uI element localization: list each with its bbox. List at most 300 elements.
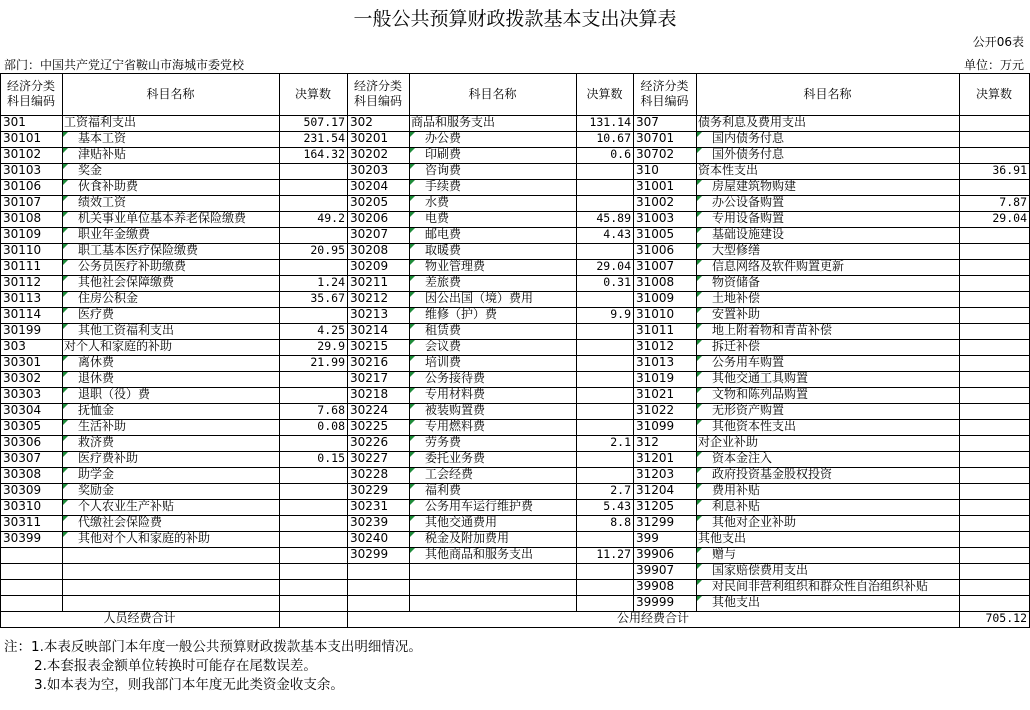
table-row-code: 31019 [633, 371, 697, 388]
note-3: 3.如本表为空，则我部门本年度无此类资金收支余。 [34, 677, 344, 693]
expenditure-table [0, 73, 1030, 627]
note-1: 注：1.本表反映部门本年度一般公共预算财政拨款基本支出明细情况。 [4, 639, 422, 655]
table-row-code: 30206 [347, 211, 410, 228]
table-row-code: 31201 [633, 451, 697, 468]
table-row-code: 30114 [0, 307, 63, 324]
table-row-code [347, 579, 410, 596]
table-row-name: 资本金注入 [696, 451, 960, 468]
table-row-name: 奖金 [62, 163, 280, 180]
table-row-code: 30225 [347, 419, 410, 436]
table-row-code: 30310 [0, 499, 63, 516]
public-total-label: 公用经费合计 [347, 611, 960, 628]
table-row-code: 30107 [0, 195, 63, 212]
header-amount: 决算数 [959, 73, 1030, 116]
table-row-name: 伙食补助费 [62, 179, 280, 196]
table-row-name: 生活补助 [62, 419, 280, 436]
table-row-amount [279, 467, 348, 484]
table-row-name: 医疗费补助 [62, 451, 280, 468]
table-row-amount [576, 163, 634, 180]
table-row-code: 30216 [347, 355, 410, 372]
table-row-amount [576, 595, 634, 612]
table-row-code: 30303 [0, 387, 63, 404]
table-row-code: 30224 [347, 403, 410, 420]
table-row-name: 基本工资 [62, 131, 280, 148]
table-row-amount: 29.04 [576, 259, 634, 276]
table-row-amount [279, 163, 348, 180]
table-row-code: 30239 [347, 515, 410, 532]
table-row-name: 代缴社会保险费 [62, 515, 280, 532]
table-row-amount [279, 259, 348, 276]
table-row-name [62, 579, 280, 596]
table-row-name: 委托业务费 [409, 451, 577, 468]
table-row-code: 30305 [0, 419, 63, 436]
table-row-code: 302 [347, 115, 410, 132]
table-row-name: 取暖费 [409, 243, 577, 260]
table-row-code: 30399 [0, 531, 63, 548]
table-row-code: 30214 [347, 323, 410, 340]
table-row-name: 对企业补助 [696, 435, 960, 452]
table-row-amount [279, 195, 348, 212]
table-row-name: 国外债务付息 [696, 147, 960, 164]
table-row-code: 30702 [633, 147, 697, 164]
table-row-name [62, 563, 280, 580]
table-row-code [0, 579, 63, 596]
table-row-name: 其他支出 [696, 531, 960, 548]
table-row-amount: 45.89 [576, 211, 634, 228]
table-row-code: 31009 [633, 291, 697, 308]
table-row-name: 利息补贴 [696, 499, 960, 516]
table-row-amount [279, 595, 348, 612]
table-row-code: 30199 [0, 323, 63, 340]
table-row-name: 因公出国（境）费用 [409, 291, 577, 308]
table-row-code: 30212 [347, 291, 410, 308]
table-row-code: 31002 [633, 195, 697, 212]
table-row-name: 资本性支出 [696, 163, 960, 180]
table-row-name: 公务用车购置 [696, 355, 960, 372]
table-row-code [347, 563, 410, 580]
table-row-name: 赠与 [696, 547, 960, 564]
table-row-amount [959, 483, 1030, 500]
table-row-code: 30211 [347, 275, 410, 292]
table-row-name: 国家赔偿费用支出 [696, 563, 960, 580]
table-row-code: 30228 [347, 467, 410, 484]
table-row-amount: 131.14 [576, 115, 634, 132]
table-row-name: 商品和服务支出 [409, 115, 577, 132]
table-row-amount [959, 355, 1030, 372]
table-row-amount: 8.8 [576, 515, 634, 532]
table-row-amount [959, 131, 1030, 148]
table-row-amount [279, 371, 348, 388]
table-row-name: 办公费 [409, 131, 577, 148]
table-row-amount [959, 531, 1030, 548]
table-row-amount [959, 275, 1030, 292]
table-row-name [62, 595, 280, 612]
table-row-name: 住房公积金 [62, 291, 280, 308]
table-row-name: 物业管理费 [409, 259, 577, 276]
table-row-amount: 29.9 [279, 339, 348, 356]
table-row-code: 31204 [633, 483, 697, 500]
table-row-amount: 5.43 [576, 499, 634, 516]
table-row-code: 31021 [633, 387, 697, 404]
header-amount: 决算数 [279, 73, 348, 116]
table-row-amount [959, 179, 1030, 196]
public-total-value: 705.12 [959, 611, 1030, 628]
table-row-amount [279, 499, 348, 516]
table-row-name: 无形资产购置 [696, 403, 960, 420]
table-row-amount [959, 403, 1030, 420]
table-row-name: 安置补助 [696, 307, 960, 324]
table-row-amount [959, 547, 1030, 564]
table-row-code [0, 595, 63, 612]
note-2: 2.本套报表金额单位转换时可能存在尾数误差。 [34, 658, 317, 674]
table-row-name: 被装购置费 [409, 403, 577, 420]
table-row-code: 39999 [633, 595, 697, 612]
table-row-amount: 0.15 [279, 451, 348, 468]
table-row-amount [576, 355, 634, 372]
table-row-code: 31007 [633, 259, 697, 276]
table-row-code: 39908 [633, 579, 697, 596]
table-row-amount [576, 323, 634, 340]
table-row-name: 退职（役）费 [62, 387, 280, 404]
table-row-name: 其他商品和服务支出 [409, 547, 577, 564]
table-row-code: 30112 [0, 275, 63, 292]
table-row-code: 30106 [0, 179, 63, 196]
table-row-amount [279, 227, 348, 244]
table-row-code [0, 563, 63, 580]
table-row-amount: 2.1 [576, 435, 634, 452]
table-row-amount: 7.68 [279, 403, 348, 420]
table-row-name: 国内债务付息 [696, 131, 960, 148]
table-row-amount: 507.17 [279, 115, 348, 132]
table-row-name [409, 579, 577, 596]
table-row-name: 对民间非营利组织和群众性自治组织补贴 [696, 579, 960, 596]
table-row-name: 物资储备 [696, 275, 960, 292]
table-row-code: 30304 [0, 403, 63, 420]
table-row-amount [576, 419, 634, 436]
table-row-code: 30113 [0, 291, 63, 308]
table-row-amount: 0.08 [279, 419, 348, 436]
table-row-code: 30306 [0, 435, 63, 452]
table-row-amount [959, 387, 1030, 404]
table-row-name: 印刷费 [409, 147, 577, 164]
table-row-amount: 4.25 [279, 323, 348, 340]
page-title: 一般公共预算财政拨款基本支出决算表 [353, 8, 677, 30]
table-row-name: 政府投资基金股权投资 [696, 467, 960, 484]
table-row-name: 其他支出 [696, 595, 960, 612]
table-row-name: 救济费 [62, 435, 280, 452]
table-row-code: 31003 [633, 211, 697, 228]
header-name: 科目名称 [409, 73, 577, 116]
table-row-name: 其他资本性支出 [696, 419, 960, 436]
header-name: 科目名称 [62, 73, 280, 116]
table-row-code: 30101 [0, 131, 63, 148]
table-row-code: 31022 [633, 403, 697, 420]
table-row-amount [576, 339, 634, 356]
table-row-amount: 35.67 [279, 291, 348, 308]
table-row-code: 30701 [633, 131, 697, 148]
table-row-name: 个人农业生产补贴 [62, 499, 280, 516]
table-row-amount [959, 419, 1030, 436]
table-row-code: 31006 [633, 243, 697, 260]
table-row-name: 电费 [409, 211, 577, 228]
table-row-code: 30103 [0, 163, 63, 180]
table-row-amount: 29.04 [959, 211, 1030, 228]
table-row-amount [959, 579, 1030, 596]
table-row-amount [959, 499, 1030, 516]
table-row-name: 其他对企业补助 [696, 515, 960, 532]
table-row-name: 其他社会保障缴费 [62, 275, 280, 292]
table-row-code: 30311 [0, 515, 63, 532]
header-name: 科目名称 [696, 73, 960, 116]
table-row-name: 租赁费 [409, 323, 577, 340]
table-row-code: 31008 [633, 275, 697, 292]
table-row-amount [279, 483, 348, 500]
notes [4, 638, 422, 695]
table-row-amount [576, 579, 634, 596]
table-row-amount [959, 147, 1030, 164]
table-row-name: 公务用车运行维护费 [409, 499, 577, 516]
table-row-amount: 9.9 [576, 307, 634, 324]
table-row-amount [576, 371, 634, 388]
table-row-code: 30308 [0, 467, 63, 484]
table-row-amount [959, 435, 1030, 452]
table-row-name: 抚恤金 [62, 403, 280, 420]
table-row-amount: 20.95 [279, 243, 348, 260]
table-row-amount [959, 259, 1030, 276]
form-number: 公开06表 [972, 35, 1024, 49]
table-row-amount [959, 595, 1030, 612]
table-row-amount [959, 227, 1030, 244]
table-row-name: 办公设备购置 [696, 195, 960, 212]
personnel-total-value [279, 611, 348, 628]
table-row-code: 303 [0, 339, 63, 356]
table-row-code: 30302 [0, 371, 63, 388]
table-row-amount: 2.7 [576, 483, 634, 500]
table-row-code [0, 547, 63, 564]
table-row-code: 30299 [347, 547, 410, 564]
table-row-amount [959, 339, 1030, 356]
table-row-code: 39906 [633, 547, 697, 564]
table-row-amount: 0.6 [576, 147, 634, 164]
table-row-code: 31013 [633, 355, 697, 372]
table-row-name: 土地补偿 [696, 291, 960, 308]
table-row-amount [279, 307, 348, 324]
table-row-amount: 164.32 [279, 147, 348, 164]
table-row-name: 专用材料费 [409, 387, 577, 404]
table-row-name: 工会经费 [409, 467, 577, 484]
table-row-name: 维修（护）费 [409, 307, 577, 324]
table-row-name: 职工基本医疗保险缴费 [62, 243, 280, 260]
table-row-code: 30102 [0, 147, 63, 164]
table-row-name: 工资福利支出 [62, 115, 280, 132]
table-row-code [347, 595, 410, 612]
table-row-code: 31299 [633, 515, 697, 532]
table-row-code: 39907 [633, 563, 697, 580]
table-row-amount [959, 467, 1030, 484]
table-row-name: 其他工资福利支出 [62, 323, 280, 340]
table-row-amount [279, 515, 348, 532]
table-row-name: 会议费 [409, 339, 577, 356]
table-row-name: 劳务费 [409, 435, 577, 452]
table-row-amount [959, 451, 1030, 468]
table-row-code: 31011 [633, 323, 697, 340]
personnel-total-label: 人员经费合计 [0, 611, 280, 628]
table-row-amount [576, 243, 634, 260]
table-row-name: 对个人和家庭的补助 [62, 339, 280, 356]
header-code: 经济分类 科目编码 [0, 73, 63, 116]
table-row-code: 30226 [347, 435, 410, 452]
table-row-amount: 49.2 [279, 211, 348, 228]
table-row-name: 公务接待费 [409, 371, 577, 388]
table-row-amount [576, 195, 634, 212]
table-row-name: 水费 [409, 195, 577, 212]
table-row-name: 专用燃料费 [409, 419, 577, 436]
table-row-amount [959, 371, 1030, 388]
table-row-code: 30111 [0, 259, 63, 276]
table-row-amount [959, 243, 1030, 260]
table-row-name [409, 563, 577, 580]
table-row-code: 30209 [347, 259, 410, 276]
table-row-name [62, 547, 280, 564]
table-row-amount: 21.99 [279, 355, 348, 372]
table-row-code: 30109 [0, 227, 63, 244]
table-row-name: 大型修缮 [696, 243, 960, 260]
table-row-name: 医疗费 [62, 307, 280, 324]
table-row-name: 房屋建筑物购建 [696, 179, 960, 196]
table-row-name: 债务利息及费用支出 [696, 115, 960, 132]
table-row-code: 31012 [633, 339, 697, 356]
table-row-amount: 1.24 [279, 275, 348, 292]
table-row-code: 30205 [347, 195, 410, 212]
table-row-name: 其他对个人和家庭的补助 [62, 531, 280, 548]
table-row-code: 30108 [0, 211, 63, 228]
table-row-code: 30208 [347, 243, 410, 260]
table-row-code: 31005 [633, 227, 697, 244]
table-row-name: 专用设备购置 [696, 211, 960, 228]
table-row-amount [576, 179, 634, 196]
table-row-name: 地上附着物和青苗补偿 [696, 323, 960, 340]
table-row-amount [959, 515, 1030, 532]
table-row-amount [279, 531, 348, 548]
table-row-code: 30213 [347, 307, 410, 324]
table-row-code: 30207 [347, 227, 410, 244]
table-row-amount [576, 467, 634, 484]
table-row-code: 30231 [347, 499, 410, 516]
table-row-amount [279, 435, 348, 452]
table-row-name: 邮电费 [409, 227, 577, 244]
table-row-code: 31099 [633, 419, 697, 436]
table-row-code: 30217 [347, 371, 410, 388]
table-row-code: 30204 [347, 179, 410, 196]
table-row-code: 30218 [347, 387, 410, 404]
table-row-code: 30240 [347, 531, 410, 548]
table-row-amount [576, 387, 634, 404]
table-row-code: 31203 [633, 467, 697, 484]
table-row-amount [959, 323, 1030, 340]
table-row-name: 差旅费 [409, 275, 577, 292]
table-row-amount [576, 291, 634, 308]
header-amount: 决算数 [576, 73, 634, 116]
table-row-name: 税金及附加费用 [409, 531, 577, 548]
table-row-code: 31010 [633, 307, 697, 324]
table-row-amount [576, 403, 634, 420]
table-row-code: 30227 [347, 451, 410, 468]
table-row-amount [959, 563, 1030, 580]
department-label: 部门：中国共产党辽宁省鞍山市海城市委党校 [4, 58, 245, 72]
table-row-name: 津贴补贴 [62, 147, 280, 164]
table-row-code: 30202 [347, 147, 410, 164]
table-row-name: 其他交通费用 [409, 515, 577, 532]
table-row-name: 其他交通工具购置 [696, 371, 960, 388]
table-row-code: 30110 [0, 243, 63, 260]
table-row-code: 312 [633, 435, 697, 452]
table-row-name: 基础设施建设 [696, 227, 960, 244]
table-row-amount [959, 291, 1030, 308]
table-row-amount [576, 451, 634, 468]
table-row-amount: 11.27 [576, 547, 634, 564]
table-row-name: 咨询费 [409, 163, 577, 180]
table-row-amount [576, 563, 634, 580]
table-row-name: 奖励金 [62, 483, 280, 500]
table-row-code: 30307 [0, 451, 63, 468]
table-row-code: 310 [633, 163, 697, 180]
table-row-name: 手续费 [409, 179, 577, 196]
table-row-code: 30301 [0, 355, 63, 372]
table-row-amount [279, 547, 348, 564]
table-row-name: 离休费 [62, 355, 280, 372]
table-row-name: 机关事业单位基本养老保险缴费 [62, 211, 280, 228]
header-code: 经济分类 科目编码 [347, 73, 410, 116]
table-row-amount: 0.31 [576, 275, 634, 292]
table-row-amount [279, 579, 348, 596]
table-row-name: 文物和陈列品购置 [696, 387, 960, 404]
header-code: 经济分类 科目编码 [633, 73, 697, 116]
table-row-name: 拆迁补偿 [696, 339, 960, 356]
table-row-amount: 10.67 [576, 131, 634, 148]
table-row-name: 助学金 [62, 467, 280, 484]
table-row-code: 30201 [347, 131, 410, 148]
table-row-amount [959, 307, 1030, 324]
table-row-name: 公务员医疗补助缴费 [62, 259, 280, 276]
table-row-name: 绩效工资 [62, 195, 280, 212]
table-row-code: 31205 [633, 499, 697, 516]
unit-label: 单位：万元 [963, 58, 1024, 72]
table-row-amount: 36.91 [959, 163, 1030, 180]
table-row-code: 30309 [0, 483, 63, 500]
table-row-code: 307 [633, 115, 697, 132]
table-row-name: 福利费 [409, 483, 577, 500]
table-row-amount: 231.54 [279, 131, 348, 148]
table-row-code: 30229 [347, 483, 410, 500]
table-row-name: 职业年金缴费 [62, 227, 280, 244]
table-row-amount [576, 531, 634, 548]
table-row-code: 31001 [633, 179, 697, 196]
table-row-code: 301 [0, 115, 63, 132]
table-row-name: 费用补贴 [696, 483, 960, 500]
table-row-name [409, 595, 577, 612]
table-row-amount: 4.43 [576, 227, 634, 244]
table-row-amount [279, 387, 348, 404]
table-row-amount [279, 563, 348, 580]
table-row-code: 30203 [347, 163, 410, 180]
table-row-amount: 7.87 [959, 195, 1030, 212]
table-row-name: 信息网络及软件购置更新 [696, 259, 960, 276]
table-row-amount [959, 115, 1030, 132]
table-row-code: 30215 [347, 339, 410, 356]
table-row-code: 399 [633, 531, 697, 548]
table-row-name: 培训费 [409, 355, 577, 372]
table-row-name: 退休费 [62, 371, 280, 388]
